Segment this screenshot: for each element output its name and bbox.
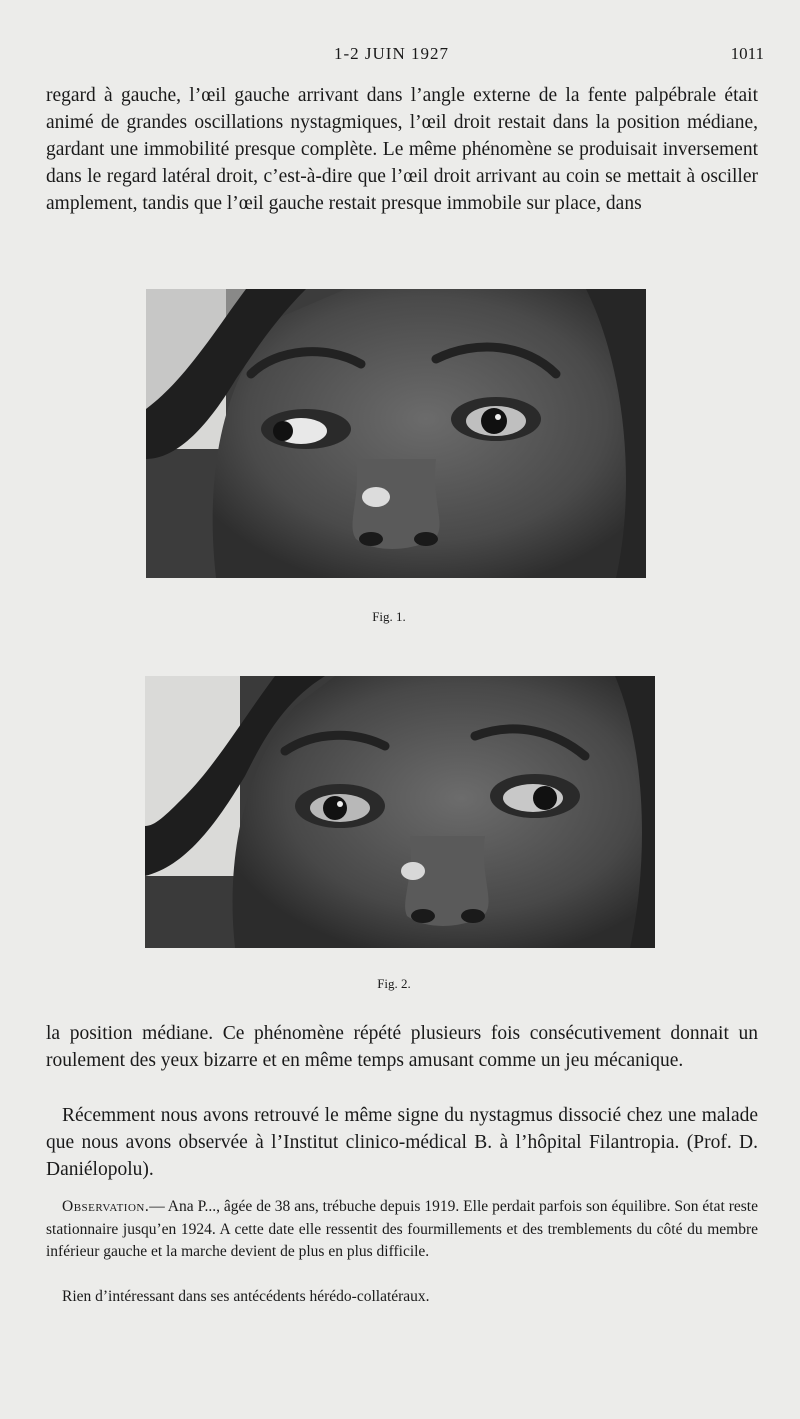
paragraph-2: la position médiane. Ce phénomène répété plusieurs fois consécutivement donnait un roulement des yeux bizarre et en même temps amusant comme un jeu mécanique.	[46, 1023, 758, 1071]
face-photo-2	[145, 676, 655, 948]
paragraph-last: Rien d’intéressant dans ses antécédents hérédo-collatéraux.	[62, 1288, 430, 1305]
figure-2-photo	[145, 676, 655, 948]
observation-paragraph	[46, 1196, 758, 1264]
paragraph-1: regard à gauche, l’œil gauche arrivant dans l’angle externe de la fente palpébrale était animé de grandes oscillations nystagmiques, l’œil droit restait dans la position médiane, gardant une immobilité presque complète. Le même phénomène se produisait inversement dans le regard latéral droit, c’est-à-dire que l’œil droit arrivant au coin se mettait à osciller amplement, tandis que l’œil gauche restait presque immobile sur place, dans	[46, 85, 758, 214]
header-date: 1-2 JUIN 1927	[334, 44, 449, 63]
figure-2-caption: Fig. 2.	[377, 976, 411, 991]
running-header	[0, 44, 800, 68]
face-photo-1	[146, 289, 646, 578]
figure-1-photo	[146, 289, 646, 578]
observation-label: Observation.	[62, 1198, 150, 1215]
observation-text: — Ana P..., âgée de 38 ans, trébuche depuis 1919. Elle perdait parfois son équilibre. Son état reste stationnaire jusqu’en 1924. A cette date elle ressentit des fourmillements et des tremblements du côté du membre inférieur gauche et la marche devient de plus en plus difficile.	[46, 1198, 758, 1260]
paragraph-3: Récemment nous avons retrouvé le même signe du nystagmus dissocié chez une malade que nous avons observée à l’Institut clinico-médical B. à l’hôpital Filantropia. (Prof. D. Daniélopolu).	[46, 1105, 758, 1180]
figure-1-caption: Fig. 1.	[372, 609, 406, 624]
page-number: 1011	[730, 44, 764, 63]
